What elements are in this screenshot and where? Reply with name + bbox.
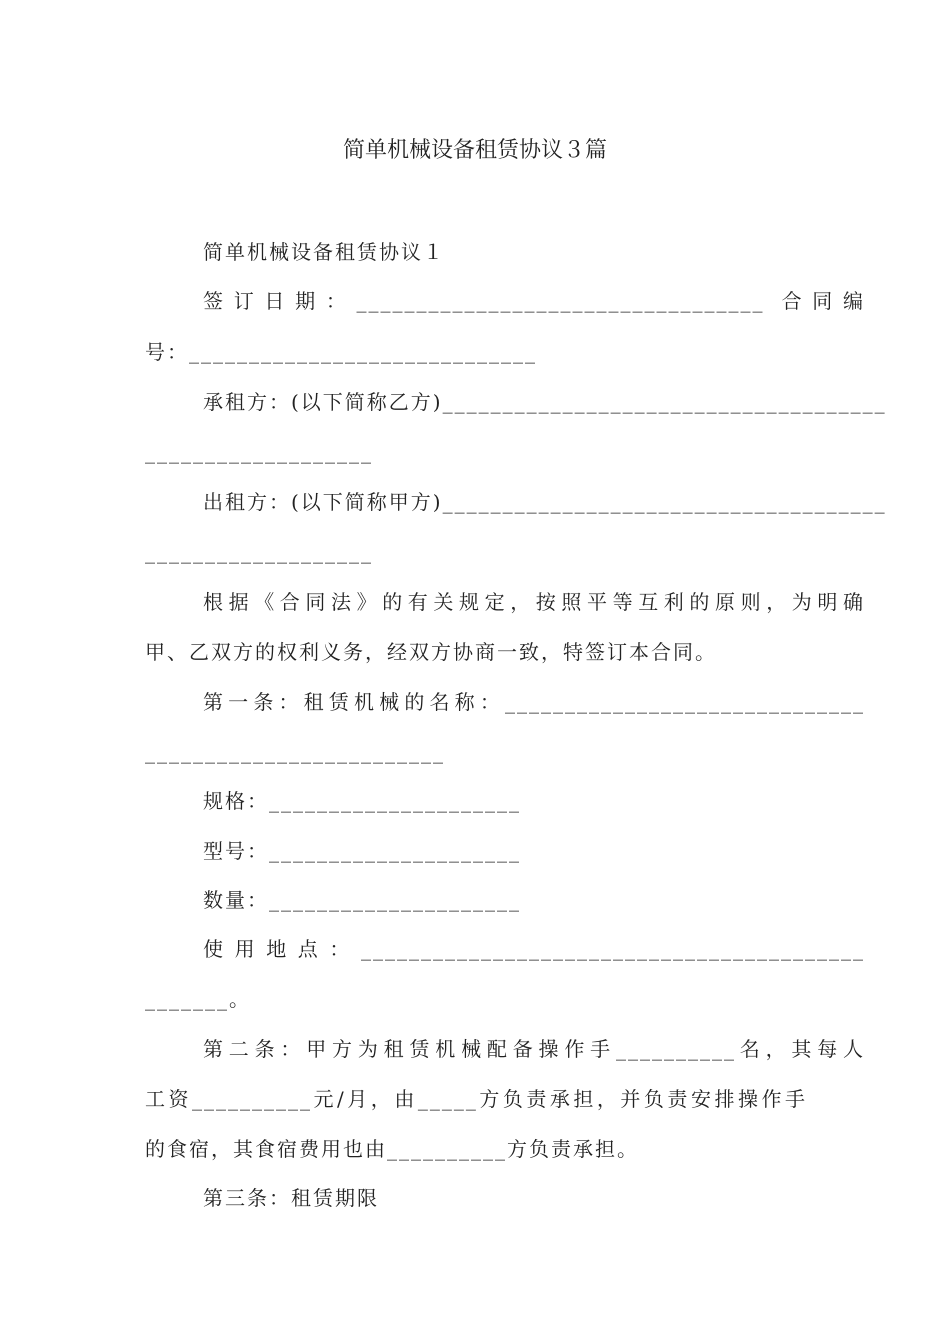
article-3-line: 第三条：租赁期限 — [203, 1186, 379, 1210]
location-line: 使用地点：__________________________________________ — [203, 937, 865, 961]
quantity-line: 数量：_____________________ — [203, 888, 521, 912]
intro-paragraph-line-1: 根据《合同法》的有关规定，按照平等互利的原则，为明确 — [203, 590, 865, 614]
sign-date-line: 签订日期：__________________________________ 合同编 — [203, 289, 865, 313]
spec-line: 规格：_____________________ — [203, 789, 521, 813]
subtitle: 简单机械设备租赁协议１ — [203, 240, 445, 264]
model-line: 型号：_____________________ — [203, 839, 521, 863]
article-2-line-2: 工资__________元/月，由_____方负责承担，并负责安排操作手 — [145, 1087, 807, 1111]
article-2-line-3: 的食宿，其食宿费用也由__________方负责承担。 — [145, 1137, 639, 1161]
page-title: 简单机械设备租赁协议３篇 — [342, 138, 607, 163]
article-1-line: 第一条：租赁机械的名称：______________________________ — [203, 690, 865, 714]
article-1-line-continued: _________________________ — [145, 740, 445, 764]
article-2-line-1: 第二条：甲方为租赁机械配备操作手__________名，其每人 — [203, 1037, 865, 1061]
intro-paragraph-line-2: 甲、乙双方的权利义务，经双方协商一致，特签订本合同。 — [145, 640, 717, 664]
location-line-continued: _______。 — [145, 987, 251, 1011]
lessor-line-continued: ___________________ — [145, 540, 373, 564]
lessee-line-continued: ___________________ — [145, 440, 373, 464]
lessor-line: 出租方：(以下简称甲方)_____________________________________ — [203, 490, 887, 514]
contract-number-line: 号：_____________________________ — [145, 340, 537, 364]
lessee-line: 承租方：(以下简称乙方)_____________________________________ — [203, 390, 887, 414]
